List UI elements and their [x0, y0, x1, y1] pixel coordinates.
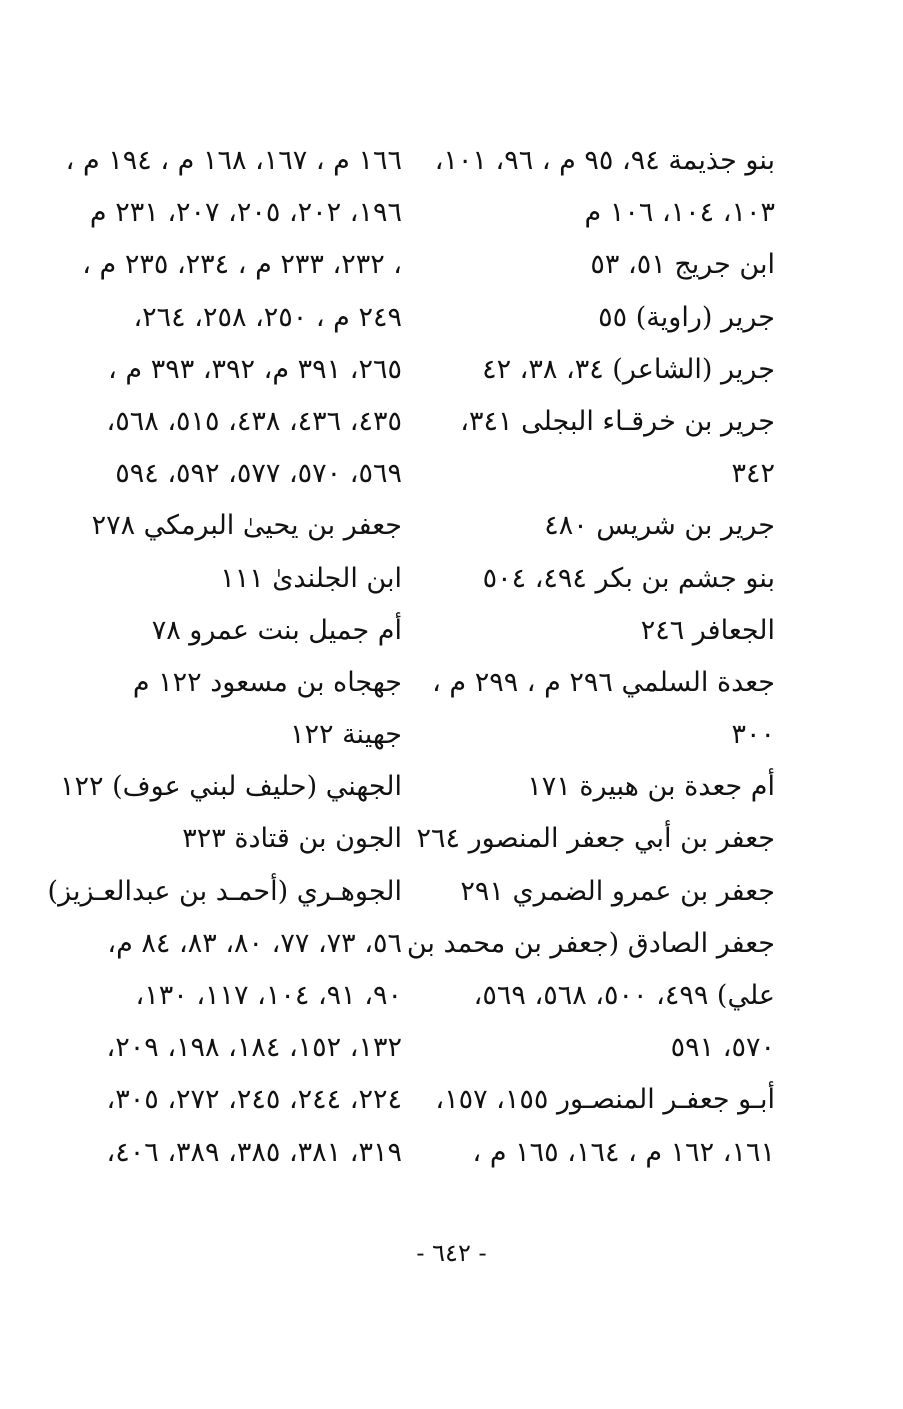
index-line: جعفر بن يحيىٰ البرمكي ٢٧٨ — [91, 510, 402, 542]
index-line: ٥٧٠، ٥٩١ — [670, 1032, 775, 1064]
index-column-right — [406, 135, 775, 1179]
index-line: علي) ٤٩٩، ٥٠٠، ٥٦٨، ٥٦٩، — [473, 980, 775, 1011]
index-line: جرير (الشاعر) ٣٤، ٣٨، ٤٢ — [482, 353, 775, 385]
index-line: جرير (راوية) ٥٥ — [598, 301, 775, 333]
index-line: ١٣٢، ١٥٢، ١٨٤، ١٩٨، ٢٠٩، — [106, 1032, 402, 1064]
index-line: أم جعدة بن هبيرة ١٧١ — [527, 771, 775, 803]
page-number: - ٦٤٢ - — [416, 1239, 487, 1267]
index-line: ابن جريج ٥١، ٥٣ — [590, 249, 775, 281]
index-line: ٥٦، ٧٣، ٧٧، ٨٠، ٨٣، ٨٤ م، — [107, 927, 402, 959]
index-line: ٣٠٠ — [731, 719, 775, 751]
index-line: أبـو جعفـر المنصـور ١٥٥، ١٥٧، — [435, 1084, 775, 1116]
index-line: ٤٣٥، ٤٣٦، ٤٣٨، ٥١٥، ٥٦٨، — [106, 405, 402, 437]
index-line: جهجاه بن مسعود ١٢٢ م — [132, 666, 402, 698]
index-line: بنو جذيمة ٩٤، ٩٥ م ، ٩٦، ١٠١، — [434, 145, 775, 176]
index-line: ١٦٦ م ، ١٦٧، ١٦٨ م ، ١٩٤ م ، — [65, 145, 402, 176]
index-line: الجعافر ٢٤٦ — [640, 614, 775, 646]
index-line: الجون بن قتادة ٣٢٣ — [182, 823, 402, 855]
index-line: ٢٤٩ م ، ٢٥٠، ٢٥٨، ٢٦٤، — [133, 301, 402, 333]
index-line: ٣٤٢ — [731, 458, 775, 490]
index-line: ، ٢٣٢، ٢٣٣ م ، ٢٣٤، ٢٣٥ م ، — [82, 249, 402, 281]
index-line: جهينة ١٢٢ — [289, 719, 402, 751]
index-line: جرير بن شريس ٤٨٠ — [544, 510, 775, 542]
index-line: ١٩٦، ٢٠٢، ٢٠٥، ٢٠٧، ٢٣١ م — [89, 197, 402, 229]
index-line: ٥٦٩، ٥٧٠، ٥٧٧، ٥٩٢، ٥٩٤ — [115, 458, 402, 490]
index-line: جعفر بن عمرو الضمري ٢٩١ — [460, 875, 775, 907]
index-column-left — [47, 135, 402, 1179]
index-line: جعفر بن أبي جعفر المنصور ٢٦٤ — [416, 823, 775, 855]
index-line: ١٠٣، ١٠٤، ١٠٦ م — [584, 197, 775, 229]
index-line: بنو جشم بن بكر ٤٩٤، ٥٠٤ — [482, 562, 775, 594]
index-line: ابن الجلندىٰ ١١١ — [220, 562, 402, 594]
index-line: جرير بن خرقـاء البجلى ٣٤١، — [460, 405, 775, 437]
index-line: الجهني (حليف لبني عوف) ١٢٢ — [60, 771, 402, 803]
index-line: ٣١٩، ٣٨١، ٣٨٥، ٣٨٩، ٤٠٦، — [106, 1136, 402, 1168]
index-line: ٩٠، ٩١، ١٠٤، ١١٧، ١٣٠، — [135, 980, 402, 1011]
index-line: الجوهـري (أحمـد بن عبدالعـزيز) — [47, 875, 402, 907]
index-line: أم جميل بنت عمرو ٧٨ — [151, 614, 402, 646]
index-line: جعفر الصادق (جعفر بن محمد بن — [406, 927, 775, 959]
index-line: ٢٢٤، ٢٤٤، ٢٤٥، ٢٧٢، ٣٠٥، — [106, 1084, 402, 1116]
index-line: ٢٦٥، ٣٩١ م، ٣٩٢، ٣٩٣ م ، — [108, 353, 402, 385]
index-line: جعدة السلمي ٢٩٦ م ، ٢٩٩ م ، — [432, 666, 775, 698]
index-line: ١٦١، ١٦٢ م ، ١٦٤، ١٦٥ م ، — [472, 1136, 775, 1168]
